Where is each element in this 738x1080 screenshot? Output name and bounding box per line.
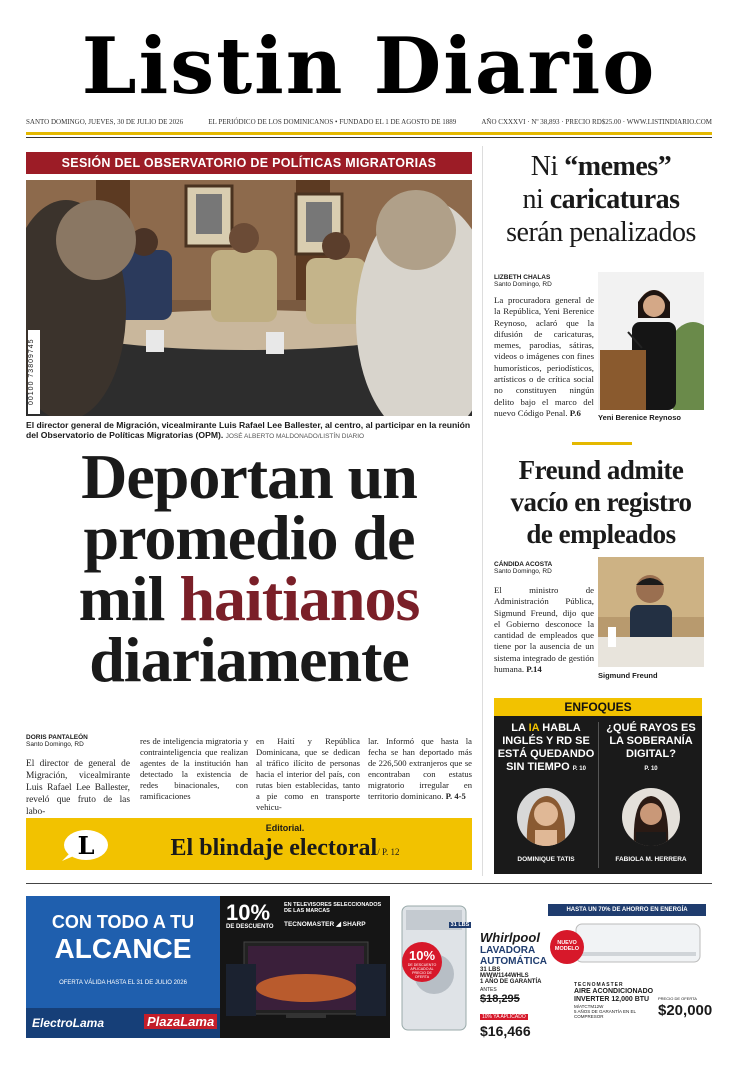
story1-author: LIZBETH CHALAS — [494, 274, 551, 281]
washer-new-price: $16,466 — [480, 1023, 531, 1039]
story1-body — [494, 295, 594, 419]
story1-l1a: Ni — [530, 151, 565, 182]
whirlpool-logo: Whirlpool — [480, 930, 540, 945]
caption-text: El director general de Migración, vicealmirante Luis Rafael Lee Ballester, al centro, al participar en la reunión del Observatorio de Políticas Migratorias (OPM). — [26, 420, 471, 441]
listin-logo-icon — [58, 827, 114, 863]
ac-price: $20,000 — [658, 1002, 713, 1019]
reynoso-photo-image — [598, 272, 704, 410]
story2-body — [494, 585, 594, 675]
ac-title-1: AIRE ACONDICIONADO — [574, 988, 654, 995]
enf-left-l3: ESTÁ QUEDANDO — [497, 748, 595, 760]
enf-left-l1c: HABLA — [539, 722, 581, 734]
headline-line-2: promedio de — [83, 502, 415, 573]
ad-tv-brands: TECNOMASTER ◢ SHARP — [284, 921, 366, 928]
story1-l1b: “memes” — [564, 151, 672, 182]
ad-headline-2: ALCANCE — [54, 933, 192, 964]
enfoques-divider — [598, 722, 599, 868]
washer-spec-2: M/WW1144WHLS — [480, 973, 529, 979]
main-col-4-ref[interactable]: P. 4-5 — [445, 791, 466, 801]
main-col-3: en Haití y República Dominicana, que se dedican al tráfico ilícito de personas hacia el interior del país, con rutas bien establecidas, tanto a pie como en transporte vehicu- — [256, 736, 360, 812]
editorial-page: / P. 12 — [377, 847, 400, 857]
ac-spec-2: 5 AÑOS DE GARANTÍA EN EL COMPRESOR — [574, 1009, 636, 1019]
ad-separator — [26, 883, 712, 884]
story1-line-3: serán penalizados — [506, 217, 696, 248]
ac-image — [574, 920, 702, 968]
main-col-1: El director de general de Migración, vicealmirante Luis Rafael Lee Ballester, reveló que fruto de las labo- — [26, 759, 130, 817]
column-divider — [482, 146, 483, 876]
advertisement[interactable] — [26, 896, 712, 1038]
enf-right-l3: DIGITAL? — [626, 748, 676, 760]
tatis-photo-image — [517, 788, 575, 846]
story2-line-3: de empleados — [526, 519, 676, 549]
enf-left-l1 — [496, 722, 596, 735]
enf-left-author: DOMINIQUE TATIS — [517, 856, 575, 863]
main-col-4 — [368, 736, 472, 802]
story1-l2a: ni — [522, 184, 550, 215]
date-text: SANTO DOMINGO, JUEVES, 30 DE JULIO DE 2026 — [26, 118, 184, 126]
enf-right-author: FABIOLA M. HERRERA — [615, 856, 687, 863]
ac-price-label: PRECIO DE OFERTA — [658, 996, 697, 1001]
meeting-photo-image — [26, 180, 472, 416]
story1-line-1 — [488, 150, 714, 183]
ad-headline-1: CON TODO A TU — [51, 912, 195, 932]
ac-badge-text: NUEVO MODELO — [554, 940, 580, 952]
story1-photo-name: Yeni Berenice Reynoso — [598, 413, 681, 422]
herrera-avatar — [622, 788, 680, 846]
story2-location: Santo Domingo, RD — [494, 568, 552, 575]
ac-info — [574, 982, 658, 1019]
headline-line-3 — [26, 563, 472, 634]
ad-tv-pct: 10% — [226, 900, 271, 925]
story2-ref[interactable]: P.14 — [526, 664, 542, 675]
enf-right-page: P. 10 — [644, 766, 658, 772]
main-author: DORIS PANTALEÓN — [26, 734, 88, 741]
dateline — [26, 118, 712, 126]
masthead-title: Listin Diario — [81, 21, 657, 112]
story2-body-text: El ministro de Administración Pública, Sigmund Freund, dijo que el Gobierno desconoce la cantidad de empleados que tiene por la ausencia de un sistema integrado de gestión humana. — [494, 585, 594, 675]
tatis-avatar — [517, 788, 575, 846]
story2-byline — [494, 561, 594, 575]
ad-brand-electrolama: ElectroLama — [32, 1016, 105, 1030]
washer-capacity-tag: 31 LBS — [450, 922, 470, 928]
enf-left-l4-text: SIN TIEMPO — [506, 761, 570, 773]
headline-line-3a: mil — [78, 563, 180, 634]
washer-old-price: $18,295 — [480, 993, 520, 1005]
gold-rule — [26, 132, 712, 135]
main-caption — [26, 420, 472, 441]
main-byline — [26, 734, 130, 748]
enfoques-title: ENFOQUES — [494, 698, 702, 716]
headline-line-3b: haitianos — [179, 563, 420, 634]
ad-tv-desc: DE DESCUENTO — [226, 924, 274, 930]
ac-title-2: INVERTER 12,000 BTU — [574, 996, 650, 1003]
main-location: Santo Domingo, RD — [26, 741, 84, 748]
washer-discount-line: 10% YA APLICADO — [482, 1014, 526, 1020]
washer-badge-pct: 10% — [408, 948, 436, 963]
enf-right-l1: ¿QUÉ RAYOS ES — [606, 722, 696, 734]
main-photo[interactable] — [26, 180, 472, 416]
thin-rule — [26, 137, 712, 138]
freund-photo-image — [598, 557, 704, 667]
washer-title-2: AUTOMÁTICA — [480, 956, 548, 967]
story2-line-1: Freund admite — [518, 455, 684, 485]
barcode-number: 00100 73809745 — [28, 330, 40, 414]
headline-line-1: Deportan un — [81, 441, 417, 512]
story2-headline[interactable] — [488, 454, 714, 550]
ac-brand: TECNOMASTER — [574, 982, 624, 988]
story2-photo[interactable] — [598, 557, 704, 667]
ad-valid: OFERTA VÁLIDA HASTA EL 31 DE JULIO 2026 — [59, 980, 187, 986]
editorial-title — [130, 835, 440, 862]
enf-left-l2: INGLÉS Y RD SE — [502, 735, 590, 747]
main-headline[interactable] — [26, 441, 472, 695]
ad-brand-plazalama: PlazaLama — [144, 1014, 217, 1029]
story1-ref[interactable]: P.6 — [569, 407, 581, 418]
story1-l2b: caricaturas — [549, 184, 680, 215]
tagline-text: EL PERIÓDICO DE LOS DOMINICANOS • FUNDADO EL 1 DE AGOSTO DE 1889 — [208, 118, 457, 126]
enfoques-right-question[interactable] — [602, 722, 700, 776]
washer-title-1: LAVADORA — [480, 945, 536, 956]
caption-credit: JOSÉ ALBERTO MALDONADO/LISTÍN DIARIO — [225, 433, 365, 441]
story1-headline[interactable] — [488, 150, 714, 249]
editorial-title-text: El blindaje electoral — [170, 835, 378, 861]
issue-text: AÑO CXXXVI · Nº 38,893 · PRECIO RD$25.00 · WWW.LISTINDIARIO.COM — [481, 118, 712, 126]
main-kicker: SESIÓN DEL OBSERVATORIO DE POLÍTICAS MIGRATORIAS — [26, 152, 472, 174]
story2-author: CÁNDIDA ACOSTA — [494, 561, 553, 568]
ac-banner: HASTA UN 70% DE AHORRO EN ENERGÍA — [548, 904, 706, 916]
headline-line-4: diariamente — [89, 624, 409, 695]
washer-badge-text: DE DESCUENTO APLICADO AL PRECIO DE OFERTA — [407, 963, 437, 979]
main-col-4-text: lar. Informó que hasta la fecha se han deportado más de 226,500 extranjeros que se encontraban con estatus migratorio irregular en territorio dominicano. — [368, 736, 472, 801]
ad-tv-text: EN TELEVISORES SELECCIONADOS DE LAS MARCAS — [284, 902, 382, 914]
svg-text:L: L — [77, 831, 95, 860]
enf-left-page: P. 10 — [572, 766, 586, 772]
washer-spec-3: 1 AÑO DE GARANTÍA — [480, 979, 542, 985]
washer-spec-1: 31 LBS — [480, 967, 501, 973]
enf-left-l1a: LA — [511, 722, 529, 734]
editorial-label: Editorial. — [265, 823, 305, 833]
tv-image — [226, 938, 386, 1034]
story2-photo-name: Sigmund Freund — [598, 671, 658, 680]
enf-left-l4 — [496, 761, 596, 776]
story1-byline — [494, 274, 594, 288]
story1-body-text: La procuradora general de la República, Yeni Berenice Reynoso, aclaró que la difusión de caricaturas, memes, parodias, sátiras, videos o imágenes con fines humorísticos, periodísticos, artísticos o de crítica social no constituyen ningún delito bajo el marco del nuevo Código Penal. — [494, 295, 594, 418]
main-col-2: res de inteligencia migratoria y contrainteligencia que realizan agentes de la institución han detectado la existencia de redes binacionales, con ramificaciones — [140, 736, 248, 801]
story1-photo[interactable] — [598, 272, 704, 410]
story1-line-2 — [488, 183, 714, 216]
enfoques-left-question[interactable] — [496, 722, 596, 776]
herrera-photo-image — [622, 788, 680, 846]
story1-location: Santo Domingo, RD — [494, 281, 552, 288]
story2-line-2: vacío en registro — [510, 487, 692, 517]
story-separator — [572, 442, 632, 445]
washer-info — [480, 930, 547, 1039]
enf-right-l2: LA SOBERANÍA — [609, 735, 693, 747]
enf-left-l1b: IA — [528, 722, 540, 734]
washer-antes: ANTES — [480, 987, 497, 993]
ac-spec-1: M/ATCTM12W — [574, 1004, 604, 1009]
